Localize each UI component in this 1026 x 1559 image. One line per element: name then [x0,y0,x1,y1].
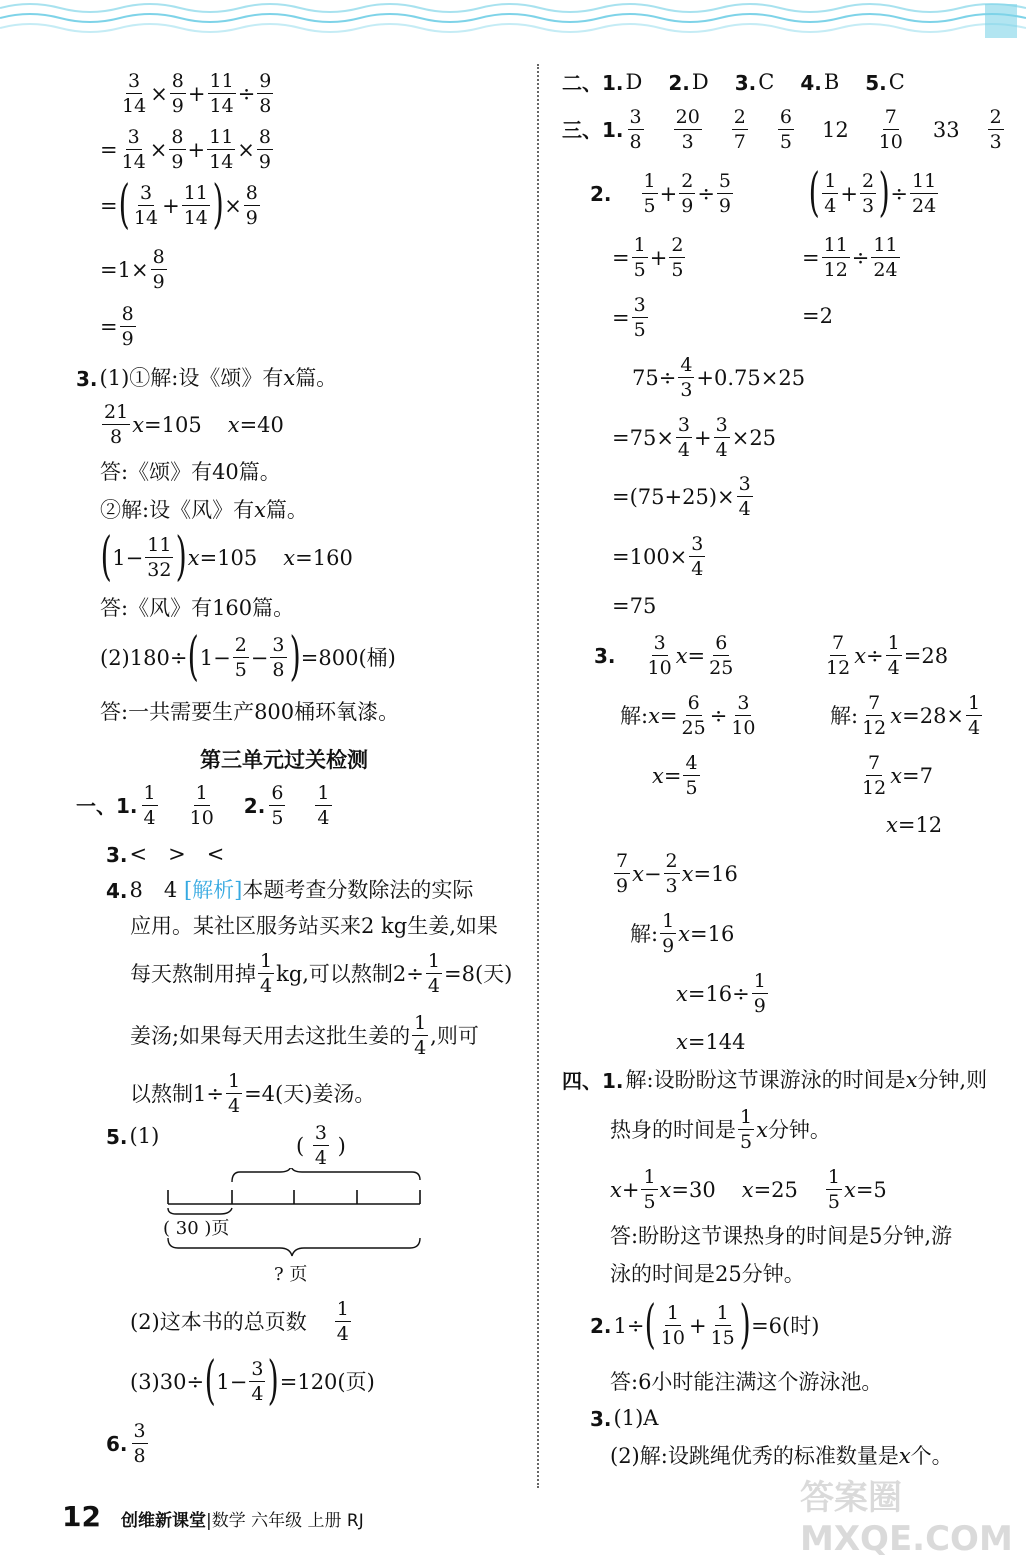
r12-eq-a: 解: x = $\frac{6}{25}$ ÷ $\frac{3}{10}$ [620,692,756,739]
r11-eq-a: 3. 3 10 x = $\frac{6}{25}$ [594,632,734,679]
r4-calc-a: = $\frac{1}{5}$ + $\frac{2}{5}$ [612,234,684,281]
q3-intro-2: ②解:设《风》有 x 篇。 [100,498,308,522]
r20-text: 热身的时间是 1 5 x 分钟。 [610,1106,831,1153]
r23-answer: 泳的时间是25分钟。 [610,1262,805,1286]
r24-eq: 2. 1÷ ( 1 10 + $\frac{1}{15}$ ) =6(时) [590,1295,820,1356]
book-name: 创维新课堂|数学 六年级 上册 RJ [120,1511,364,1531]
diagram-part-label: ( 30 )页 [163,1218,230,1239]
q3-answer-2: 答:《风》有160篇。 [100,596,295,620]
r22-answer: 答:盼盼这节课热身的时间是5分钟,游 [610,1224,953,1248]
watermark: 答案圈 MXQE.COM [800,1478,1013,1559]
diagram-total-label: ? 页 [274,1264,308,1285]
q3-equation-a: 21 8 x =105 x =40 [104,401,284,448]
r14-eq: x =12 [886,813,943,837]
r10-calc: =75 [612,594,657,618]
r26-answer: 3. (1)A [590,1406,659,1431]
r15-eq: 7 9 x − $\frac{2}{3}$ x =16 [616,850,738,897]
r5-calc-a: = $\frac{3}{5}$ [612,294,646,341]
diagram-top-label: ( 3 4 ) [296,1122,346,1169]
r13-eq-b: 7 12 x =7 [862,752,933,799]
r1-answers: 二、1. D 2. D 3. C 4. B 5. C [562,70,905,95]
r17-eq: x =16÷ $\frac{1}{9}$ [676,970,766,1017]
s6-answer: 6. 3 8 [106,1420,146,1467]
calc-line-4: =1× $\frac{8}{9}$ [100,246,165,293]
calc-line-2: = $\frac{3}{14}$ × $\frac{8}{9}$ + $\frac{11}{14}$ × $\frac{8}{9}$ [100,126,271,173]
section-heading: 第三单元过关检测 [200,748,368,772]
r25-answer: 答:6小时能注满这个游泳池。 [610,1370,883,1394]
q3-equation-c: (2)180÷ ( 1− $\frac{2}{5}$ − $\frac{3}{8}$ ) =800(桶) [100,627,396,688]
calc-line-3: = ( 3 14 + $\frac{11}{14}$ ) × $\frac{8}{9}$ [100,175,258,236]
r18-eq: x =144 [676,1030,746,1054]
r13-eq-a: x = $\frac{4}{5}$ [652,752,698,799]
r5-calc-b: =2 [802,304,833,328]
r3-calc-b: ( 1 4 + $\frac{2}{3}$ ) ÷ $\frac{11}{24}$ [808,163,937,224]
page-footer [62,1500,364,1533]
header-wave-decoration [0,0,1026,44]
r7-calc: =75× $\frac{3}{4}$ + $\frac{3}{4}$ ×25 [612,414,777,461]
r27-text: (2)解:设跳绳优秀的标准数量是 x 个。 [610,1444,953,1468]
r12-eq-b: 解: 7 12 x =28× $\frac{1}{4}$ [830,692,981,739]
page-number: 12 [62,1500,101,1533]
calc-line-1: $\frac{3}{14}$ × $\frac{8}{9}$ + $\frac{11}{14}$ ÷ $\frac{9}{8}$ [122,70,272,117]
r21-eq: x + $\frac{1}{5}$ x =30 x =25 1 5 x =5 [610,1166,887,1213]
r8-calc: =(75+25)× $\frac{3}{4}$ [612,473,751,520]
r4-calc-b: = $\frac{11}{12}$ ÷ $\frac{11}{24}$ [802,234,898,281]
s1-answers: 一、1. 1 4 1 10 2. 6 5 1 4 [76,782,330,829]
q3-answer-3: 答:一共需要生产800桶环氧漆。 [100,700,400,724]
r19-text: 四、1. 解:设盼盼这节课游泳的时间是 x 分钟,则 [562,1068,988,1093]
s4-line-2: 应用。某社区服务站买来2 kg生姜,如果 [130,914,498,938]
column-divider [537,64,539,1488]
s4-line-1: 4. 8 4 [解析] 本题考查分数除法的实际 [106,878,474,903]
r9-calc: =100× $\frac{3}{4}$ [612,533,704,580]
calc-line-5: = $\frac{8}{9}$ [100,303,134,350]
r16-eq: 解: 1 9 x =16 [630,910,735,957]
q3-answer-1: 答:《颂》有40篇。 [100,460,281,484]
r11-eq-b: 7 12 x ÷ $\frac{1}{4}$ =28 [826,632,949,679]
s5-part1-label: 5. (1) [106,1124,160,1149]
s4-line-3: 每天熬制用掉 1 4 kg,可以熬制2÷ $\frac{1}{4}$ =8(天) [130,950,513,997]
s4-line-4: 姜汤;如果每天用去这批生姜的 1 4 ,则可 [130,1012,479,1059]
s5-part2: (2)这本书的总页数 1 4 [130,1298,349,1345]
r3-calc-a: 2. 1 5 + $\frac{2}{9}$ ÷ $\frac{5}{9}$ [590,170,732,217]
r2-answers: 三、1. 3 8 20 3 2 7 6 5 12 7 10 33 2 3 [562,106,1002,153]
q3-equation-b: ( 1− $\frac{11}{32}$ ) x =105 x =160 [100,527,353,588]
r6-calc: 75÷ $\frac{4}{3}$ +0.75×25 [632,354,806,401]
q3-intro: 3. (1)①解:设《颂》有 x 篇。 [76,366,338,391]
s3-answers: 3. < > < [106,842,225,867]
s4-line-5: 以熬制1÷ $\frac{1}{4}$ =4(天)姜汤。 [130,1070,376,1117]
s5-part3: (3)30÷ ( 1− $\frac{3}{4}$ ) =120(页) [130,1351,375,1412]
